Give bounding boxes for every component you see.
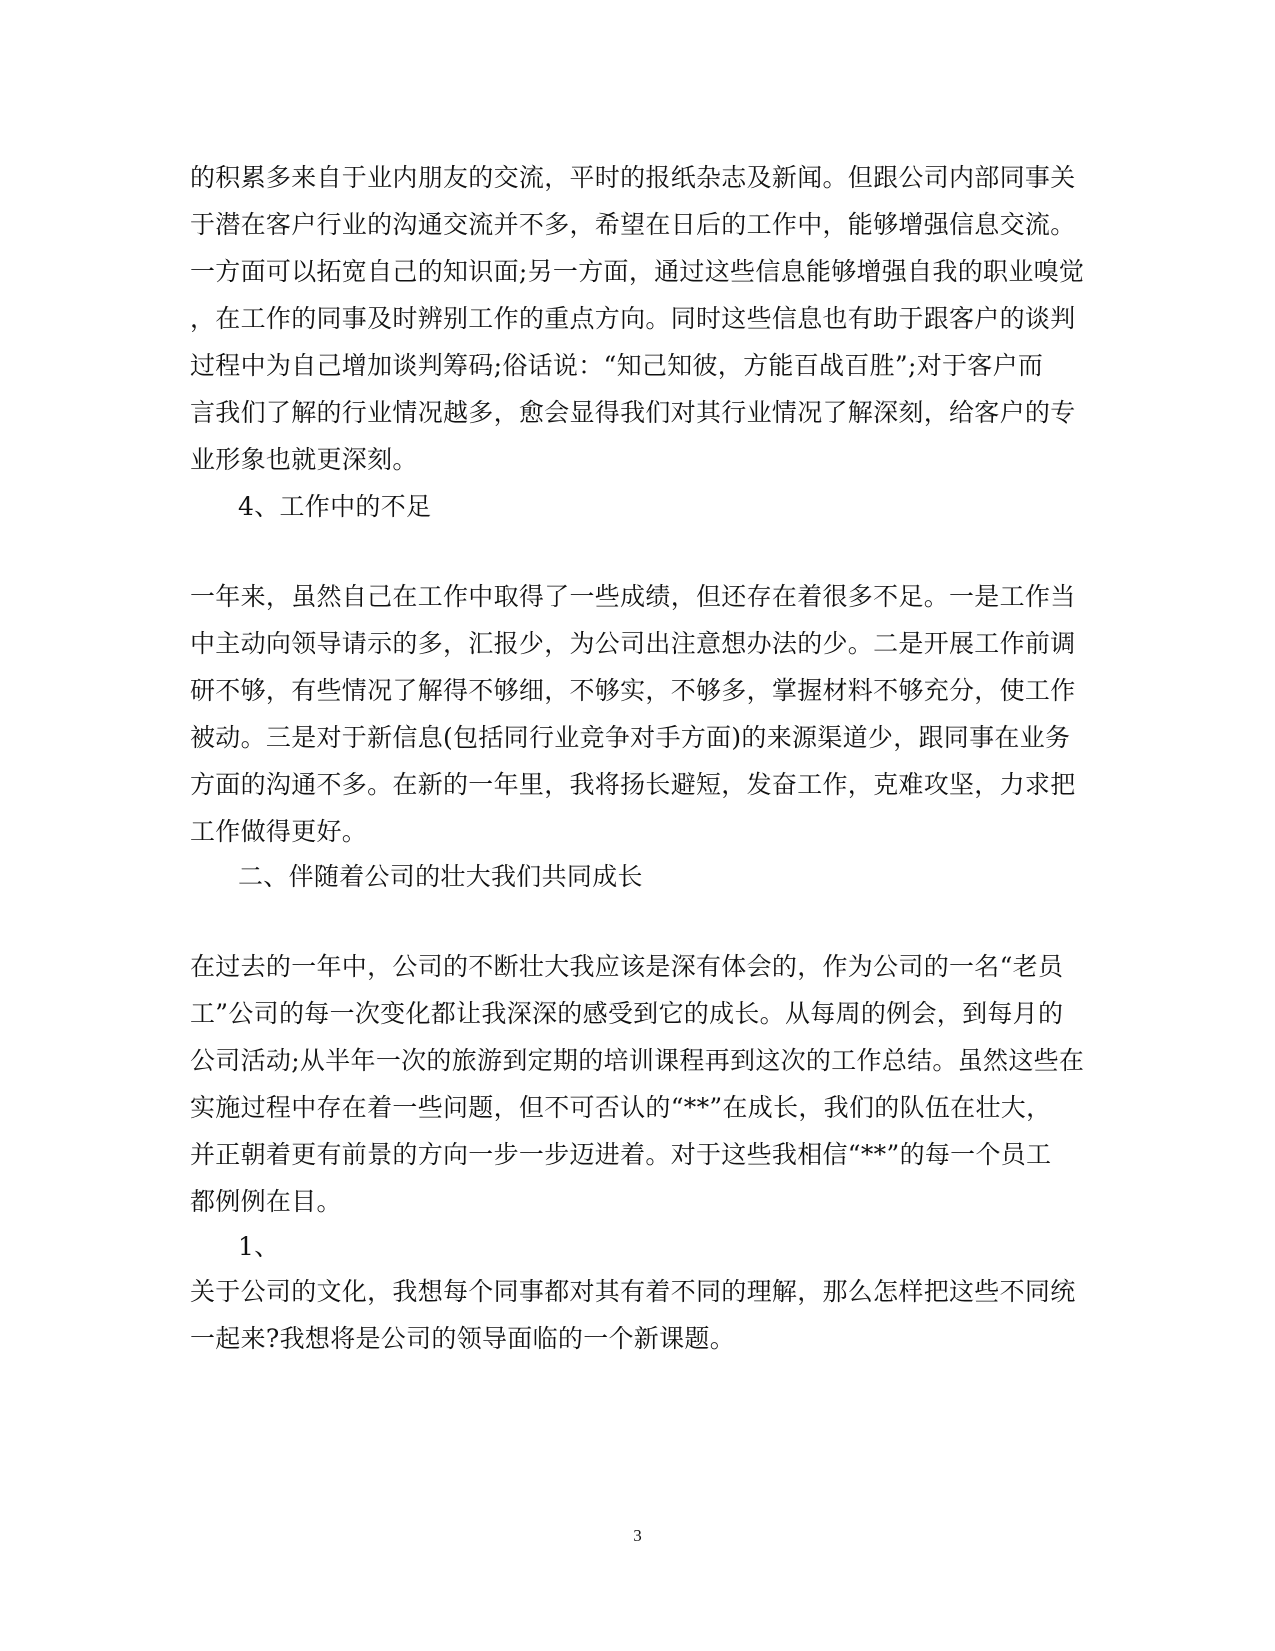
- body-text-line: 研不够，有些情况了解得不够细，不够实，不够多，掌握材料不够充分，使工作: [190, 676, 1076, 705]
- body-text-line: 一方面可以拓宽自己的知识面;另一方面，通过这些信息能够增强自我的职业嗅觉: [190, 257, 1085, 286]
- section-heading: 4、工作中的不足: [238, 492, 432, 521]
- body-text-line: 并正朝着更有前景的方向一步一步迈进着。对于这些我相信“**”的每一个员工: [190, 1140, 1052, 1169]
- body-text-line: 公司活动;从半年一次的旅游到定期的培训课程再到这次的工作总结。虽然这些在: [190, 1046, 1085, 1075]
- body-text-line: 于潜在客户行业的沟通交流并不多，希望在日后的工作中，能够增强信息交流。: [190, 210, 1076, 239]
- body-text-line: 在过去的一年中，公司的不断壮大我应该是深有体会的，作为公司的一名“老员: [190, 952, 1064, 981]
- body-text-line: 言我们了解的行业情况越多，愈会显得我们对其行业情况了解深刻，给客户的专: [190, 398, 1076, 427]
- body-text-line: 实施过程中存在着一些问题，但不可否认的“**”在成长，我们的队伍在壮大，: [190, 1093, 1052, 1122]
- body-text-line: 工作做得更好。: [190, 817, 368, 846]
- list-marker: 1、: [238, 1232, 280, 1261]
- body-text-line: 过程中为自己增加谈判筹码;俗话说：“知己知彼，方能百战百胜”;对于客户而: [190, 351, 1044, 380]
- body-text-line: 一起来?我想将是公司的领导面临的一个新课题。: [190, 1324, 736, 1353]
- body-text-line: 关于公司的文化，我想每个同事都对其有着不同的理解，那么怎样把这些不同统: [190, 1277, 1076, 1306]
- body-text-line: 中主动向领导请示的多，汇报少，为公司出注意想办法的少。二是开展工作前调: [190, 629, 1076, 658]
- section-heading: 二、伴随着公司的壮大我们共同成长: [238, 862, 643, 891]
- body-text-line: ，在工作的同事及时辨别工作的重点方向。同时这些信息也有助于跟客户的谈判: [190, 304, 1076, 333]
- body-text-line: 被动。三是对于新信息(包括同行业竞争对手方面)的来源渠道少，跟同事在业务: [190, 723, 1071, 752]
- body-text-line: 业形象也就更深刻。: [190, 445, 418, 474]
- body-text-line: 工”公司的每一次变化都让我深深的感受到它的成长。从每周的例会，到每月的: [190, 999, 1064, 1028]
- body-text-line: 方面的沟通不多。在新的一年里，我将扬长避短，发奋工作，克难攻坚，力求把: [190, 770, 1076, 799]
- page-number: 3: [633, 1526, 642, 1545]
- body-text-line: 都例例在目。: [190, 1187, 342, 1216]
- body-text-line: 一年来，虽然自己在工作中取得了一些成绩，但还存在着很多不足。一是工作当: [190, 582, 1076, 611]
- body-text-line: 的积累多来自于业内朋友的交流，平时的报纸杂志及新闻。但跟公司内部同事关: [190, 163, 1076, 192]
